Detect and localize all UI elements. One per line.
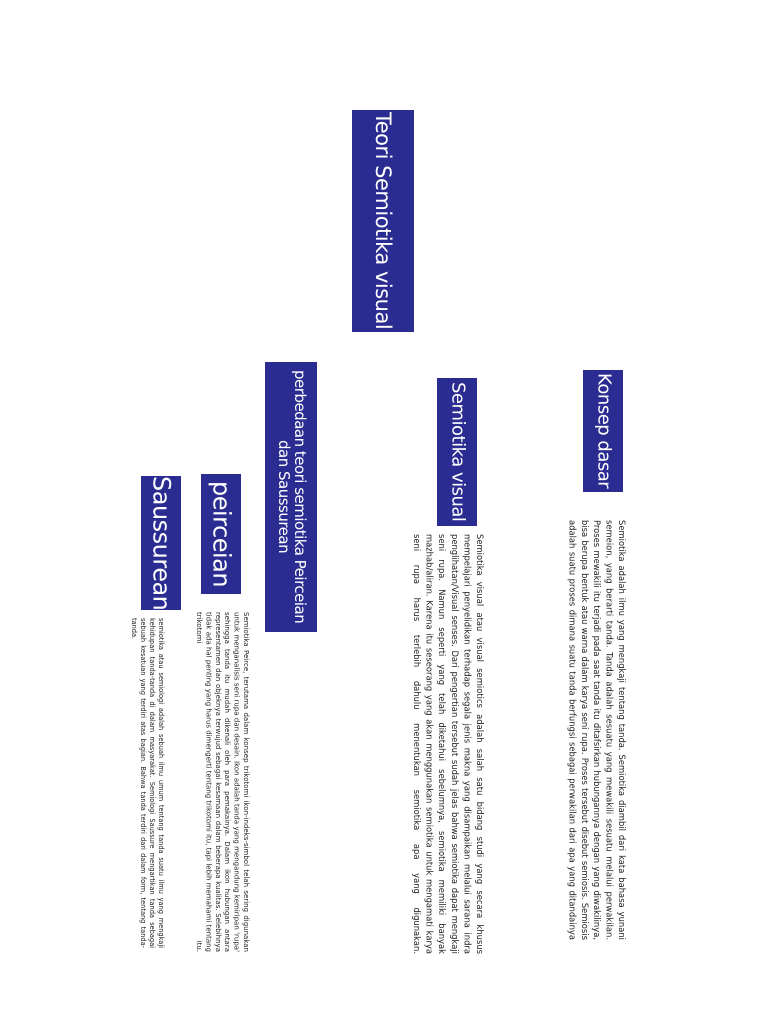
paragraph-konsep-dasar: Semiotika adalah ilmu yang mengkaji tentang tanda. Semiotika diambil dari kata bahasa yunani semeion, yang berarti tanda. Tanda adalah sesuatu yang mewakili sesuatu melalui perwakilan. Proses mewakili itu terjadi pada saat tanda itu ditafsirkan hubungannya dengan yang diwakilinya, bisa berupa bentuk atau warna dalam karya seni rupa. Proses tersebut disebut semiosis. Semiosis adalah suatu proses dimana suatu tanda berfungsi sebagai perwakilan dari apa yang ditandainya — [567, 520, 627, 940]
paragraph-semiotika-visual: Semiotika visual atau visual semiotics adalah salah satu bidang studi yang secara khusus mempelajari penyelidikan terhadap segala jenis makna yang disampaikan melalui sarana indra penglihatan/Visual senses. Dari pengertian tersebut sudah jelas bahwa semiotika dapat mengkaji seni rupa. Namun seperti yang telah diketahui sebelumnya, semiotika memiliki banyak mazhab/aliran. Karena itu seseorang yang akan menggunakan semiotika untuk mengamati karya seni rupa harus terlebih dahulu menentukan semiotika apa yang digunakan. — [412, 534, 485, 954]
paragraph-peirceian: Semiotika Peirce, terutama dalam konsep trikotomi ikon-indeks-simbol telah sering digunakan untuk menganalisis seni rupa dan desain. Ikon adalah tanda yang mengandung kemiripan 'rupa' sehingga tanda itu mudah dikenali oleh para pemakainya. Dalam ikon hubungan antara representamen dan objeknya terwujud sebagai kesamaan dalam beberapa kualitas. Selebihnya tidak ada hal penting yang harus dimengerti tentang trikotomi itu, tapi lebih memahami tentang trikotomi itu. — [194, 612, 250, 952]
heading-saussurean: Saussurean — [147, 475, 176, 611]
heading-peirceian: peirceian — [207, 480, 236, 588]
heading-box-semiotika-visual — [437, 378, 477, 526]
title-box-teori-semiotika-visual — [352, 110, 414, 332]
paragraph-saussurean: semiotika atau semiologi adalah sebuah ilmu umum tentang tanda suatu ilmu yang mengkaji kehidupan tanda-tanda di dalam masyarakat. Semiologi Saussure mengartikan tanda sebagai sebuah kesatuan yang terdiri atas bagian. Bahwa tanda terdiri dari dalam form, tentang tanda-tanda. — [130, 618, 165, 948]
heading-semiotika-visual: Semiotika visual — [447, 382, 469, 522]
heading-box-perbedaan-teori — [265, 362, 317, 632]
heading-konsep-dasar: Konsep dasar — [593, 373, 615, 489]
heading-box-peirceian — [201, 474, 241, 594]
heading-box-saussurean — [141, 476, 181, 610]
heading-perbedaan-teori: perbedaan teori semiotika Peirceian dan Saussurean — [275, 370, 309, 624]
title-teori-semiotika-visual: Teori Semiotika visual — [371, 112, 396, 330]
heading-box-konsep-dasar — [583, 370, 623, 492]
